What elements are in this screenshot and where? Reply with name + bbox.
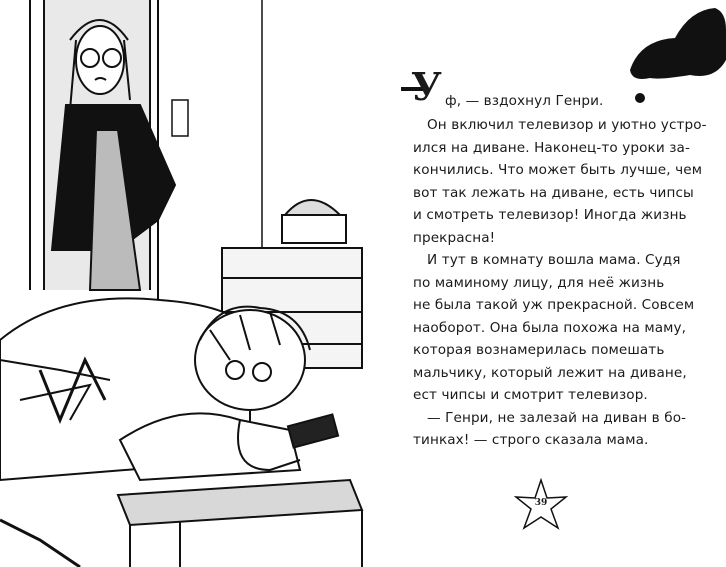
text-line: ест чипсы и смотрит телевизор. <box>413 387 648 403</box>
text-line: вот так лежать на диване, есть чипсы <box>413 184 694 201</box>
text-line: — Генри, не залезай на диван в бо- <box>427 409 687 426</box>
text-line: И тут в комнату вошла мама. Судя <box>427 252 681 268</box>
text-line: не была такой уж прекрасной. Совсем <box>413 297 695 313</box>
coffee-table <box>0 480 362 567</box>
text-line: мальчику, который лежит на диване, <box>413 364 687 381</box>
text-line: наоборот. Она была похожа на маму, <box>413 319 687 336</box>
page-number: 39 <box>534 498 548 508</box>
drop-cap: У <box>411 64 442 109</box>
first-line <box>411 64 683 114</box>
story-text <box>411 64 707 452</box>
text-line: Он включил телевизор и уютно устро- <box>427 117 707 133</box>
text-line: ился на диване. Наконец-то уроки за- <box>413 139 690 156</box>
text-line: тинках! — строго сказала мама. <box>413 432 649 448</box>
first-line-text: ф, — вздохнул Генри. <box>445 93 604 109</box>
text-line: и смотреть телевизор! Иногда жизнь <box>413 207 687 223</box>
text-line: по маминому лицу, для неё жизнь <box>413 274 665 291</box>
text-line: прекрасна! <box>413 229 496 246</box>
text-line: кончились. Что может быть лучше, чем <box>413 162 703 178</box>
text-line: которая вознамерилась помешать <box>413 342 665 358</box>
